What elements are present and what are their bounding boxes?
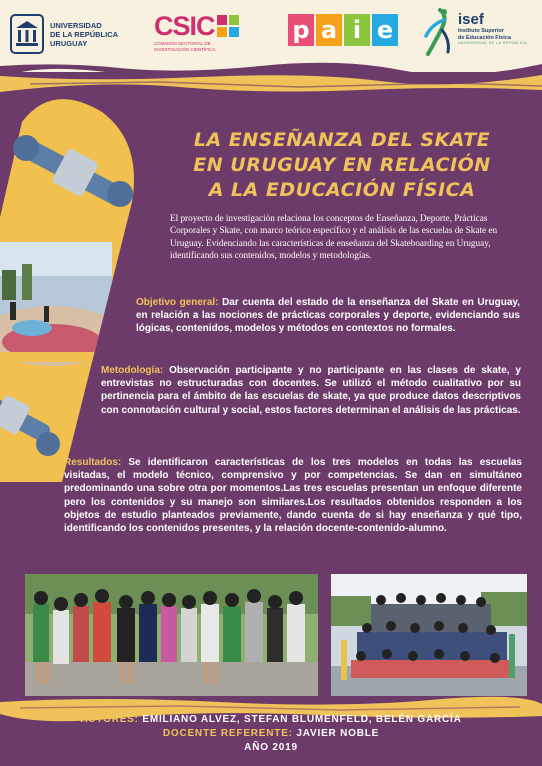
year-line: AÑO 2019 [244, 742, 298, 753]
csic-sub-1: COMISIÓN SECTORIAL DE [154, 41, 211, 46]
csic-word: CSIC [154, 11, 215, 41]
udelar-line-1: UNIVERSIDAD [50, 20, 102, 30]
metodologia-text: Observación participante y no participante en las clases de skate, y entrevistas no estructuradas con docentes. Se utilizó el método cualitativo por su pertinencia para el ámbito de las escuelas de skate, ya que produce datos descriptivos con connotación cultural y social, estos factores determinan el análisis de las prácticas. [101, 365, 521, 416]
objetivo-text: Dar cuenta del estado de la enseñanza del Skate en Uruguay, en relación a las nociones de prácticas corporales y deporte, evidenciando sus lógicas, contenidos, modelos y métodos en contextos no formales. [136, 297, 520, 335]
objetivo-block [136, 296, 520, 336]
authors-label: AUTORES: [80, 714, 139, 725]
isef-sub-3: UNIVERSIDAD DE LA REPÚBLICA [458, 41, 528, 45]
csic-plus-icon [217, 15, 239, 37]
title-line-3: A LA EDUCACIÓN FÍSICA [208, 179, 476, 201]
isef-figure-icon [422, 6, 454, 58]
paie-letter-a: a [316, 14, 342, 46]
intro-paragraph: El proyecto de investigaciòn relaciona los conceptos de Enseñanza, Deporte, Prácticas Corporales y Skate, con marco teórico específico y el análisis de las escuelas de Skate en Uruguay. Evidenciando las características de enseñanza del Skateboarding en Uruguay, identificando sus contenidos, modelos y metodologías. [170, 213, 498, 261]
csic-logo [154, 12, 239, 52]
isef-sub-1: Instituto Superior [458, 28, 504, 34]
metodologia-block [101, 364, 521, 417]
docente-label: DOCENTE REFERENTE: [162, 728, 293, 739]
poster-title [168, 128, 516, 203]
paie-letter-e: e [372, 14, 398, 46]
authors-names: EMILIANO ALVEZ, STEFAN BLUMENFELD, BELÉN GARCÍA [138, 714, 462, 725]
docente-name: JAVIER NOBLE [292, 728, 380, 739]
paie-letter-i: i [344, 14, 370, 46]
group-photo-right [331, 574, 527, 696]
resultados-label: Resultados: [64, 457, 122, 468]
authors-line [0, 714, 542, 725]
docente-line [0, 728, 542, 739]
isef-logo [422, 6, 527, 58]
objetivo-label: Objetivo general: [136, 297, 219, 308]
metodologia-label: Metodología: [101, 365, 164, 376]
udelar-line-3: URUGUAY [50, 38, 88, 48]
brush-stroke-top [0, 60, 542, 94]
isef-sub-2: de Educación Física [458, 34, 511, 41]
resultados-text: Se identificaron características de los tres modelos en todas las escuelas visitadas, el modelo técnico, comprensivo y por competencias. Se dan en simultáneo predominando una sobre otra por momentos.Las tres escuelas presentan un enfoque diferente pero los contenidos y su manejo son similares.Los resultados obtenidos responden a los objetos de estudio planteados previamente, dando cuenta de si hay enseñanza y qué tipo, identificando los contenidos presentes, y la relación docente-contenido-alumno. [64, 457, 522, 535]
skateboard-illustration [0, 92, 152, 492]
udelar-logo [10, 14, 118, 54]
csic-sub-2: INVESTIGACIÓN CIENTÍFICA [154, 47, 216, 52]
title-line-1: LA ENSEÑANZA DEL SKATE [193, 129, 491, 151]
group-photo-left [25, 574, 318, 696]
title-line-2: EN URUGUAY EN RELACIÓN [193, 154, 491, 176]
paie-letter-p: p [288, 14, 314, 46]
isef-word: isef [458, 11, 484, 28]
udelar-line-2: DE LA REPÚBLICA [50, 29, 119, 39]
paie-logo [288, 14, 398, 46]
resultados-block [64, 456, 522, 535]
university-crest-icon [10, 14, 44, 54]
